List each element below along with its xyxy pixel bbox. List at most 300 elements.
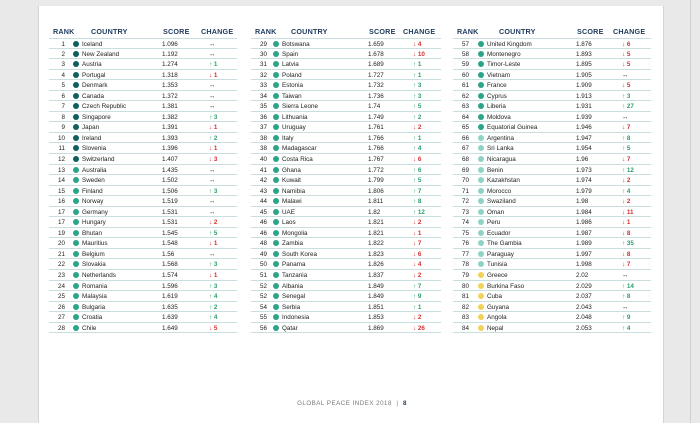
table-row: [49, 101, 237, 112]
change-cell: ↓ 4: [413, 41, 422, 48]
change-cell: ↑ 12: [413, 208, 425, 216]
table-row: [49, 143, 237, 154]
score-cell: 1.353: [162, 82, 178, 90]
rank-header: RANK: [53, 27, 75, 36]
score-cell: 1.727: [368, 71, 384, 79]
table-row: [49, 80, 237, 91]
country-cell: Denmark: [82, 82, 108, 90]
column-header: [453, 24, 651, 38]
score-cell: 2.043: [576, 303, 592, 311]
country-cell: Timor-Leste: [487, 61, 521, 69]
score-cell: 1.548: [162, 240, 178, 248]
rank-cell: 20: [57, 240, 65, 248]
score-cell: 1.905: [576, 71, 592, 79]
score-cell: 1.989: [576, 240, 592, 248]
country-cell: Hungary: [82, 219, 106, 227]
table-row: [251, 91, 441, 102]
country-cell: Sweden: [82, 177, 105, 185]
table-row: [453, 101, 651, 112]
country-cell: Laos: [282, 219, 296, 227]
table-row: [49, 196, 237, 207]
country-cell: Madagascar: [282, 145, 317, 153]
change-cell: ↓ 8: [622, 250, 631, 258]
change-cell: ↔: [209, 177, 216, 185]
page-footer: [39, 400, 665, 407]
score-cell: 1.997: [576, 250, 592, 258]
change-cell: ↑ 7: [413, 187, 422, 195]
table-row: [49, 302, 237, 313]
country-cell: Kazakhstan: [487, 177, 520, 185]
rank-cell: 32: [259, 71, 267, 79]
rank-cell: 77: [461, 250, 469, 258]
peace-level-dot-icon: [478, 135, 484, 141]
rank-cell: 17: [57, 208, 65, 216]
score-cell: 1.909: [576, 82, 592, 90]
peace-level-dot-icon: [273, 304, 279, 310]
table-row: [453, 175, 651, 186]
score-cell: 1.826: [368, 261, 384, 269]
rank-cell: 33: [259, 82, 267, 90]
rank-cell: 56: [259, 324, 267, 332]
score-cell: 1.893: [576, 50, 592, 58]
peace-level-dot-icon: [73, 198, 79, 204]
change-cell: ↑ 1: [413, 61, 422, 69]
country-cell: Estonia: [282, 82, 304, 90]
peace-level-dot-icon: [273, 177, 279, 183]
country-cell: Uruguay: [282, 124, 306, 132]
country-cell: Croatia: [82, 314, 103, 322]
score-cell: 1.372: [162, 92, 178, 100]
change-cell: ↑ 4: [209, 293, 218, 301]
country-cell: Switzerland: [82, 156, 115, 164]
rank-cell: 50: [259, 261, 267, 269]
peace-level-dot-icon: [73, 293, 79, 299]
peace-level-dot-icon: [273, 209, 279, 215]
rank-cell: 59: [461, 61, 469, 69]
peace-level-dot-icon: [478, 82, 484, 88]
rank-cell: 46: [259, 229, 267, 237]
ranking-column-1: [49, 24, 237, 333]
table-row: [453, 238, 651, 249]
change-cell: ↓ 2: [413, 124, 422, 132]
rank-cell: 10: [57, 134, 65, 142]
score-cell: 2.037: [576, 293, 592, 301]
country-cell: Sri Lanka: [487, 145, 514, 153]
change-cell: ↓ 2: [209, 219, 218, 227]
table-row: [49, 91, 237, 102]
country-cell: Taiwan: [282, 92, 302, 100]
peace-level-dot-icon: [73, 209, 79, 215]
peace-level-dot-icon: [478, 251, 484, 257]
rank-cell: 52: [259, 282, 267, 290]
table-row: [49, 207, 237, 218]
peace-level-dot-icon: [478, 61, 484, 67]
rank-cell: 41: [259, 166, 267, 174]
country-cell: Portugal: [82, 71, 106, 79]
peace-level-dot-icon: [273, 272, 279, 278]
peace-level-dot-icon: [73, 167, 79, 173]
change-cell: ↓ 1: [209, 272, 218, 280]
score-cell: 1.568: [162, 261, 178, 269]
score-cell: 1.823: [368, 250, 384, 258]
country-cell: Iceland: [82, 41, 103, 48]
change-cell: ↑ 5: [413, 177, 422, 185]
rank-cell: 19: [57, 229, 65, 237]
change-cell: ↑ 4: [413, 145, 422, 153]
score-cell: 1.973: [576, 166, 592, 174]
table-row: [251, 101, 441, 112]
rank-cell: 65: [461, 124, 469, 132]
table-row: [453, 38, 651, 49]
rank-cell: 64: [461, 113, 469, 121]
rank-cell: 9: [61, 124, 65, 132]
country-cell: Benin: [487, 166, 504, 174]
peace-level-dot-icon: [478, 103, 484, 109]
change-cell: ↓ 2: [622, 198, 631, 206]
table-row: [453, 270, 651, 281]
rank-cell: 28: [57, 324, 65, 332]
peace-level-dot-icon: [73, 72, 79, 78]
country-cell: Liberia: [487, 103, 506, 111]
score-cell: 1.736: [368, 92, 384, 100]
peace-level-dot-icon: [73, 240, 79, 246]
change-cell: ↔: [209, 198, 216, 206]
country-cell: Argentina: [487, 134, 514, 142]
peace-level-dot-icon: [73, 219, 79, 225]
country-cell: New Zealand: [82, 50, 120, 58]
rank-cell: 61: [461, 82, 469, 90]
table-row: [453, 228, 651, 239]
country-cell: Kuwait: [282, 177, 301, 185]
peace-level-dot-icon: [273, 240, 279, 246]
table-row: [453, 186, 651, 197]
country-cell: Tunisia: [487, 261, 508, 269]
score-cell: 1.931: [576, 103, 592, 111]
peace-level-dot-icon: [273, 219, 279, 225]
rank-cell: 35: [259, 103, 267, 111]
peace-level-dot-icon: [73, 114, 79, 120]
rank-cell: 83: [461, 314, 469, 322]
change-cell: ↓ 2: [622, 177, 631, 185]
change-cell: ↑ 1: [413, 71, 422, 79]
rank-cell: 60: [461, 71, 469, 79]
score-cell: 1.639: [162, 314, 178, 322]
country-cell: Bulgaria: [82, 303, 106, 311]
score-cell: 1.799: [368, 177, 384, 185]
rank-cell: 38: [259, 145, 267, 153]
score-cell: 1.772: [368, 166, 384, 174]
score-cell: 1.635: [162, 303, 178, 311]
table-row: [453, 196, 651, 207]
peace-level-dot-icon: [478, 51, 484, 57]
score-cell: 1.192: [162, 50, 178, 58]
peace-level-dot-icon: [273, 156, 279, 162]
peace-level-dot-icon: [478, 114, 484, 120]
score-cell: 1.954: [576, 145, 592, 153]
score-cell: 1.407: [162, 156, 178, 164]
rank-header: RANK: [255, 27, 277, 36]
country-cell: Finland: [82, 187, 103, 195]
peace-level-dot-icon: [73, 93, 79, 99]
score-cell: 1.849: [368, 282, 384, 290]
change-cell: ↑ 4: [622, 324, 631, 332]
peace-level-dot-icon: [273, 314, 279, 320]
change-cell: ↓ 1: [209, 240, 218, 248]
rank-cell: 27: [57, 314, 65, 322]
peace-level-dot-icon: [478, 304, 484, 310]
table-row: [251, 38, 441, 49]
rank-cell: 3: [61, 61, 65, 69]
rank-cell: 51: [259, 272, 267, 280]
table-row: [251, 196, 441, 207]
table-row: [251, 281, 441, 292]
table-row: [453, 143, 651, 154]
country-cell: Serbia: [282, 303, 301, 311]
peace-level-dot-icon: [73, 177, 79, 183]
country-cell: Spain: [282, 50, 299, 58]
rank-cell: 69: [461, 166, 469, 174]
rank-cell: 48: [259, 240, 267, 248]
score-cell: 1.545: [162, 229, 178, 237]
table-row: [453, 91, 651, 102]
rank-cell: 44: [259, 198, 267, 206]
rank-cell: 72: [461, 198, 469, 206]
country-cell: Zambia: [282, 240, 303, 248]
country-cell: Mongolia: [282, 229, 308, 237]
peace-level-dot-icon: [273, 325, 279, 331]
change-cell: ↔: [622, 113, 629, 121]
table-row: [453, 133, 651, 144]
score-cell: 1.849: [368, 293, 384, 301]
country-cell: Ecuador: [487, 229, 511, 237]
peace-level-dot-icon: [273, 114, 279, 120]
peace-level-dot-icon: [73, 61, 79, 67]
country-cell: United Kingdom: [487, 41, 532, 48]
country-cell: Netherlands: [82, 272, 116, 280]
change-cell: ↑ 2: [413, 113, 422, 121]
country-cell: Slovenia: [82, 145, 107, 153]
peace-level-dot-icon: [478, 230, 484, 236]
table-row: [453, 217, 651, 228]
table-row: [49, 291, 237, 302]
change-header: CHANGE: [403, 27, 436, 36]
score-cell: 1.974: [576, 177, 592, 185]
change-cell: ↓ 6: [413, 250, 422, 258]
peace-level-dot-icon: [273, 51, 279, 57]
score-header: SCORE: [163, 27, 190, 36]
table-row: [251, 291, 441, 302]
change-cell: ↑ 12: [622, 166, 634, 174]
country-cell: Latvia: [282, 61, 299, 69]
country-cell: Botswana: [282, 41, 310, 48]
table-row: [251, 270, 441, 281]
country-cell: Romania: [82, 282, 108, 290]
country-cell: UAE: [282, 208, 295, 216]
country-cell: The Gambia: [487, 240, 522, 248]
table-row: [251, 228, 441, 239]
change-cell: ↓ 2: [413, 219, 422, 227]
change-cell: ↓ 5: [622, 82, 631, 90]
table-row: [453, 80, 651, 91]
ranking-column-3: [453, 24, 651, 333]
country-cell: Ireland: [82, 134, 102, 142]
score-cell: 1.096: [162, 41, 178, 48]
rank-cell: 67: [461, 145, 469, 153]
rank-cell: 82: [461, 303, 469, 311]
score-cell: 1.531: [162, 208, 178, 216]
rank-cell: 79: [461, 272, 469, 280]
rank-cell: 68: [461, 156, 469, 164]
table-row: [49, 70, 237, 81]
country-cell: Montenegro: [487, 50, 521, 58]
score-cell: 1.274: [162, 61, 178, 69]
change-cell: ↔: [209, 41, 216, 48]
rank-cell: 5: [61, 82, 65, 90]
change-cell: ↓ 1: [622, 219, 631, 227]
country-cell: Norway: [82, 198, 104, 206]
peace-level-dot-icon: [478, 177, 484, 183]
table-row: [453, 259, 651, 270]
change-cell: ↑ 9: [622, 314, 631, 322]
rank-cell: 4: [61, 71, 65, 79]
table-row: [49, 122, 237, 133]
table-row: [49, 59, 237, 70]
table-row: [49, 186, 237, 197]
rank-cell: 13: [57, 166, 65, 174]
rank-cell: 74: [461, 219, 469, 227]
country-cell: Ghana: [282, 166, 301, 174]
score-cell: 1.946: [576, 124, 592, 132]
table-row: [49, 323, 237, 334]
peace-level-dot-icon: [478, 167, 484, 173]
peace-level-dot-icon: [478, 219, 484, 225]
change-cell: ↑ 27: [622, 103, 634, 111]
country-cell: Moldova: [487, 113, 511, 121]
ranking-rows: [453, 38, 651, 333]
rank-cell: 81: [461, 293, 469, 301]
country-cell: Cyprus: [487, 92, 507, 100]
country-cell: Namibia: [282, 187, 306, 195]
peace-level-dot-icon: [73, 283, 79, 289]
score-cell: 1.766: [368, 145, 384, 153]
change-cell: ↓ 7: [622, 156, 631, 164]
score-cell: 1.837: [368, 272, 384, 280]
rank-cell: 8: [61, 113, 65, 121]
rank-cell: 17: [57, 219, 65, 227]
table-row: [251, 80, 441, 91]
peace-level-dot-icon: [73, 325, 79, 331]
score-cell: 1.519: [162, 198, 178, 206]
peace-level-dot-icon: [73, 51, 79, 57]
country-cell: Qatar: [282, 324, 298, 332]
country-header: COUNTRY: [291, 27, 328, 36]
table-row: [49, 238, 237, 249]
peace-level-dot-icon: [273, 82, 279, 88]
score-cell: 1.939: [576, 113, 592, 121]
score-cell: 1.506: [162, 187, 178, 195]
table-row: [49, 312, 237, 323]
rank-cell: 23: [57, 272, 65, 280]
rank-cell: 71: [461, 187, 469, 195]
score-cell: 1.986: [576, 219, 592, 227]
rank-cell: 15: [57, 187, 65, 195]
table-row: [49, 165, 237, 176]
table-row: [251, 302, 441, 313]
score-cell: 1.574: [162, 272, 178, 280]
change-cell: ↑ 4: [622, 187, 631, 195]
table-row: [49, 249, 237, 260]
country-cell: Albania: [282, 282, 304, 290]
peace-level-dot-icon: [273, 167, 279, 173]
rank-cell: 80: [461, 282, 469, 290]
country-cell: Austria: [82, 61, 102, 69]
score-cell: 2.053: [576, 324, 592, 332]
peace-level-dot-icon: [73, 135, 79, 141]
change-cell: ↔: [622, 303, 629, 311]
country-cell: Panama: [282, 261, 306, 269]
change-cell: ↓ 1: [209, 71, 218, 79]
country-header: COUNTRY: [499, 27, 536, 36]
country-cell: Canada: [82, 92, 105, 100]
country-cell: Costa Rica: [282, 156, 313, 164]
table-row: [49, 175, 237, 186]
country-cell: Slovakia: [82, 261, 106, 269]
peace-level-dot-icon: [273, 251, 279, 257]
score-cell: 1.766: [368, 134, 384, 142]
country-cell: Mauritius: [82, 240, 108, 248]
country-cell: Senegal: [282, 293, 306, 301]
country-cell: Belgium: [82, 250, 105, 258]
table-row: [251, 259, 441, 270]
score-cell: 1.689: [368, 61, 384, 69]
rank-cell: 49: [259, 250, 267, 258]
change-cell: ↑ 8: [622, 134, 631, 142]
table-row: [251, 165, 441, 176]
rank-cell: 16: [57, 198, 65, 206]
change-cell: ↔: [209, 166, 216, 174]
peace-level-dot-icon: [478, 93, 484, 99]
peace-level-dot-icon: [73, 272, 79, 278]
table-row: [251, 238, 441, 249]
peace-level-dot-icon: [273, 198, 279, 204]
column-header: [251, 24, 441, 38]
country-cell: Burkina Faso: [487, 282, 525, 290]
footer-title: GLOBAL PEACE INDEX 2018: [297, 400, 392, 407]
country-cell: Vietnam: [487, 71, 510, 79]
score-header: SCORE: [369, 27, 396, 36]
change-cell: ↑ 6: [413, 166, 422, 174]
table-row: [453, 249, 651, 260]
rank-cell: 12: [57, 156, 65, 164]
change-cell: ↓ 1: [413, 229, 422, 237]
change-cell: ↑ 5: [413, 103, 422, 111]
peace-level-dot-icon: [73, 145, 79, 151]
country-cell: South Korea: [282, 250, 318, 258]
score-cell: 1.822: [368, 240, 384, 248]
table-row: [251, 49, 441, 60]
score-cell: 1.596: [162, 282, 178, 290]
country-cell: Cuba: [487, 293, 503, 301]
peace-level-dot-icon: [273, 188, 279, 194]
rank-cell: 31: [259, 61, 267, 69]
rank-header: RANK: [457, 27, 479, 36]
country-cell: Chile: [82, 324, 97, 332]
change-cell: ↑ 14: [622, 282, 634, 290]
column-header: [49, 24, 237, 38]
change-cell: ↑ 35: [622, 240, 634, 248]
change-cell: ↓ 1: [209, 124, 218, 132]
score-cell: 1.531: [162, 219, 178, 227]
